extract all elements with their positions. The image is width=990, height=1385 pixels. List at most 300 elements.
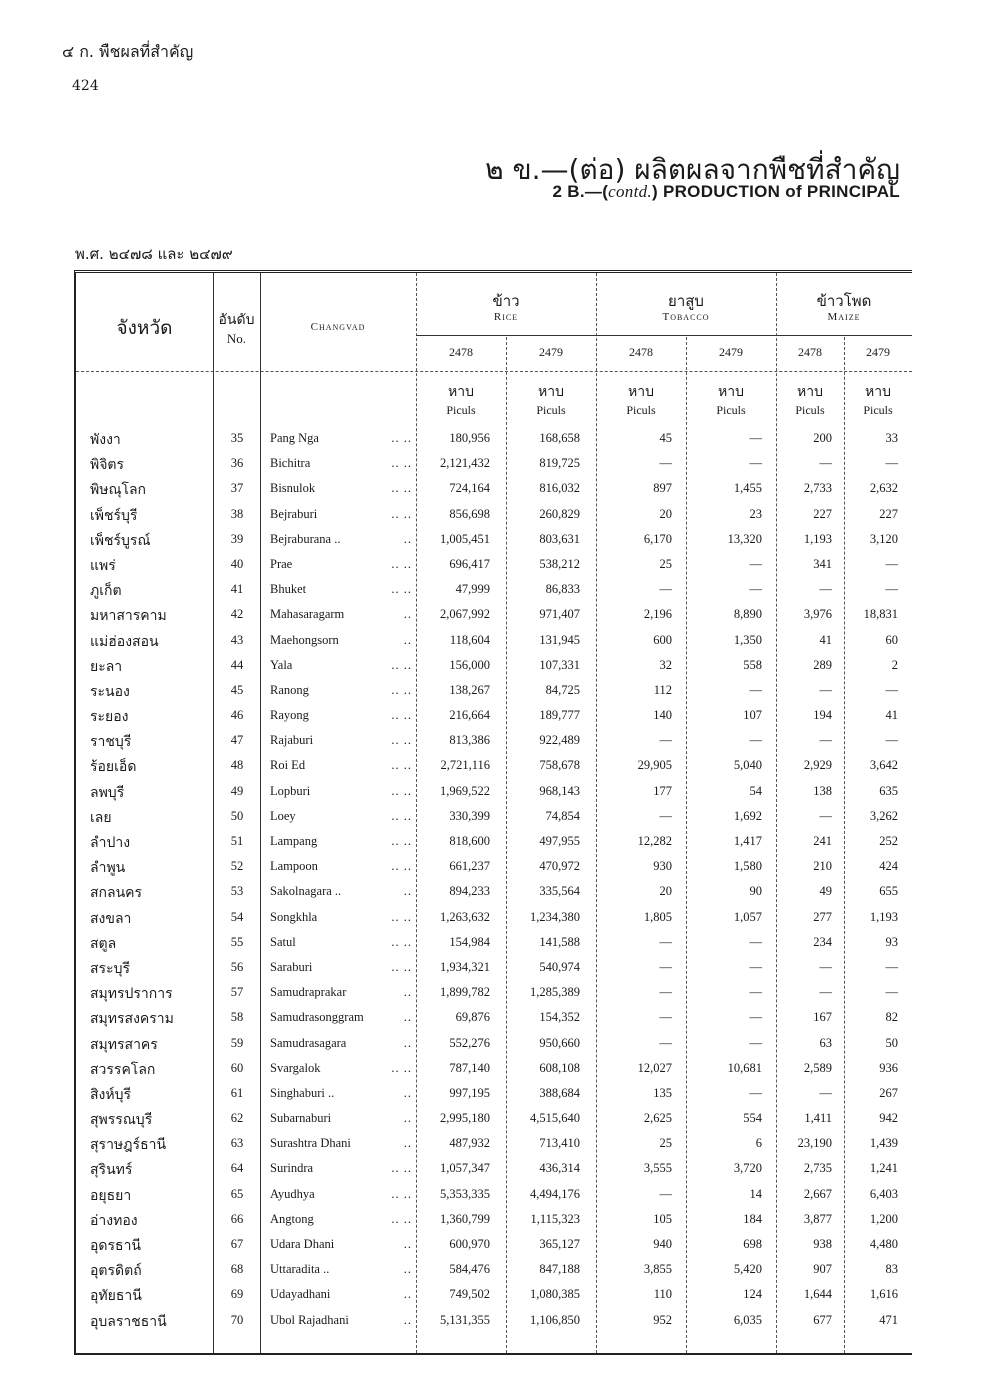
cell-rice-2478: 216,664 xyxy=(449,708,490,723)
cell-rice-2479: 950,660 xyxy=(539,1035,580,1050)
cell-rice-2479: 819,725 xyxy=(539,456,580,471)
unit-en: Piculs xyxy=(863,403,893,417)
cell-changvad: Songkhla xyxy=(270,909,318,924)
cell-maize-2479: 2 xyxy=(891,657,898,672)
cell-maize-2478: — xyxy=(819,456,832,471)
cell-province-thai: ลำพูน xyxy=(90,860,126,877)
cell-tobacco-2479: 1,350 xyxy=(733,632,762,647)
cell-rice-2478: 552,276 xyxy=(449,1035,490,1050)
cell-tobacco-2478: — xyxy=(659,733,672,748)
table-row xyxy=(76,1006,912,1031)
cell-rice-2478: 47,999 xyxy=(455,582,490,597)
cell-maize-2478: 167 xyxy=(813,1010,832,1025)
table-row xyxy=(76,906,912,931)
cell-maize-2479: 18,831 xyxy=(863,607,898,622)
cell-maize-2478: 23,190 xyxy=(797,1136,832,1151)
cell-tobacco-2478: 12,282 xyxy=(637,834,672,848)
cell-maize-2478: 2,733 xyxy=(803,481,832,496)
table-row xyxy=(76,880,912,905)
cell-number: 35 xyxy=(230,431,244,445)
table-row xyxy=(76,1157,912,1182)
cell-changvad: Uttaradita .. xyxy=(270,1262,330,1277)
unit-thai: หาบ xyxy=(628,384,654,400)
cell-changvad: Ranong xyxy=(270,682,309,697)
cell-maize-2478: 241 xyxy=(813,834,832,848)
cell-maize-2479: 2,632 xyxy=(869,481,898,496)
cell-leader-dots: .. xyxy=(403,1010,412,1025)
cell-leader-dots: .. xyxy=(403,531,412,546)
cell-maize-2478: — xyxy=(819,959,832,974)
cell-rice-2478: 2,721,116 xyxy=(440,758,490,773)
table-row xyxy=(76,830,912,855)
cell-changvad: Bhuket xyxy=(270,582,307,597)
header-year-rice-2479: 2479 xyxy=(539,345,563,359)
cell-maize-2479: 1,193 xyxy=(869,909,898,924)
table-row xyxy=(76,578,912,603)
cell-tobacco-2479: 10,681 xyxy=(727,1060,762,1075)
cell-changvad: Loey xyxy=(270,808,296,823)
cell-leader-dots: .. .. xyxy=(391,708,412,723)
cell-changvad: Yala xyxy=(270,657,293,672)
cell-province-thai: ร้อยเอ็ด xyxy=(90,759,137,776)
table-row xyxy=(76,679,912,704)
cell-number: 68 xyxy=(230,1262,244,1277)
cell-number: 59 xyxy=(230,1035,244,1050)
cell-maize-2479: — xyxy=(885,682,898,697)
cell-province-thai: สุราษฎร์ธานี xyxy=(90,1137,167,1154)
cell-province-thai: ภูเก็ต xyxy=(90,583,122,600)
table-row xyxy=(76,452,912,477)
cell-number: 46 xyxy=(230,708,244,723)
unit-thai: หาบ xyxy=(538,384,564,400)
cell-leader-dots: .. .. xyxy=(391,808,412,823)
header-year-rice-2478: 2478 xyxy=(449,345,473,359)
cell-tobacco-2478: — xyxy=(659,1186,672,1201)
cell-tobacco-2479: 184 xyxy=(743,1211,762,1226)
cell-tobacco-2479: 1,580 xyxy=(733,859,762,874)
cell-number: 41 xyxy=(230,582,244,597)
cell-maize-2479: 4,480 xyxy=(869,1237,898,1251)
cell-rice-2479: 1,234,380 xyxy=(530,909,580,924)
cell-maize-2479: 1,616 xyxy=(869,1287,898,1302)
unit-thai: หาบ xyxy=(797,384,823,400)
cell-changvad: Pang Nga xyxy=(270,431,319,445)
cell-province-thai: สมุทรปราการ xyxy=(90,986,173,1003)
cell-rice-2479: 922,489 xyxy=(539,733,580,748)
table-row xyxy=(76,1107,912,1132)
cell-rice-2478: 661,237 xyxy=(449,859,490,874)
cell-maize-2478: 277 xyxy=(813,909,832,924)
cell-tobacco-2478: 29,905 xyxy=(637,758,672,773)
cell-rice-2478: 2,121,432 xyxy=(440,456,490,471)
cell-maize-2479: 3,642 xyxy=(869,758,898,773)
cell-changvad: Singhaburi .. xyxy=(270,1085,335,1100)
cell-rice-2478: 600,970 xyxy=(449,1237,490,1251)
cell-province-thai: เพ็ชร์บูรณ์ xyxy=(90,532,151,549)
cell-number: 50 xyxy=(230,808,244,823)
cell-leader-dots: .. .. xyxy=(391,859,412,874)
cell-number: 44 xyxy=(230,657,244,672)
cell-rice-2479: 1,115,323 xyxy=(530,1211,580,1226)
cell-rice-2478: 749,502 xyxy=(449,1287,490,1302)
unit-en: Piculs xyxy=(716,403,746,417)
cell-leader-dots: .. .. xyxy=(391,783,412,798)
cell-maize-2478: 1,644 xyxy=(803,1287,832,1302)
cell-leader-dots: .. .. xyxy=(391,834,412,848)
cell-number: 56 xyxy=(230,959,244,974)
cell-tobacco-2479: — xyxy=(749,1010,762,1025)
cell-number: 37 xyxy=(230,481,244,496)
cell-maize-2478: 2,735 xyxy=(803,1161,832,1176)
header-province-thai: จังหวัด xyxy=(116,317,173,339)
table-row xyxy=(76,1309,912,1334)
cell-number: 53 xyxy=(230,884,244,899)
cell-rice-2478: 2,067,992 xyxy=(440,607,490,622)
table-row xyxy=(76,477,912,502)
cell-rice-2479: 713,410 xyxy=(539,1136,580,1151)
cell-leader-dots: .. .. xyxy=(391,959,412,974)
unit-en: Piculs xyxy=(536,403,566,417)
cell-maize-2478: 2,589 xyxy=(803,1060,832,1075)
cell-leader-dots: .. .. xyxy=(391,556,412,571)
cell-maize-2479: 1,200 xyxy=(869,1211,898,1226)
cell-rice-2479: 1,285,389 xyxy=(530,985,580,1000)
cell-leader-dots: .. .. xyxy=(391,909,412,924)
cell-rice-2478: 1,899,782 xyxy=(440,985,490,1000)
cell-tobacco-2479: 1,057 xyxy=(733,909,762,924)
cell-number: 66 xyxy=(230,1211,244,1226)
years-caption: พ.ศ. ๒๔๗๘ และ ๒๔๗๙ xyxy=(75,245,233,263)
cell-maize-2479: 655 xyxy=(879,884,898,899)
cell-rice-2479: 74,854 xyxy=(545,808,580,823)
cell-leader-dots: .. .. xyxy=(391,456,412,471)
cell-leader-dots: .. xyxy=(403,1312,412,1327)
table-row xyxy=(76,1283,912,1308)
cell-leader-dots: .. xyxy=(403,1111,412,1126)
cell-rice-2479: 141,588 xyxy=(539,934,580,949)
cell-maize-2479: 60 xyxy=(885,632,898,647)
cell-rice-2479: 84,725 xyxy=(545,682,580,697)
cell-province-thai: เลย xyxy=(90,809,112,826)
cell-rice-2478: 584,476 xyxy=(449,1262,490,1277)
cell-rice-2479: 86,833 xyxy=(545,582,580,597)
cell-number: 60 xyxy=(230,1060,244,1075)
cell-tobacco-2479: 698 xyxy=(743,1237,762,1251)
title-en-prefix: 2 B.—( xyxy=(552,182,609,201)
production-table xyxy=(74,270,912,1355)
cell-rice-2478: 856,698 xyxy=(449,506,490,521)
cell-rice-2478: 2,995,180 xyxy=(440,1111,490,1126)
table-row xyxy=(76,805,912,830)
cell-rice-2478: 180,956 xyxy=(449,431,490,445)
cell-changvad: Bejraburana .. xyxy=(270,531,341,546)
cell-maize-2478: — xyxy=(819,582,832,597)
cell-number: 52 xyxy=(230,859,244,874)
cell-number: 38 xyxy=(230,506,244,521)
cell-rice-2478: 138,267 xyxy=(449,682,490,697)
cell-maize-2478: 1,411 xyxy=(804,1111,832,1126)
cell-leader-dots: .. .. xyxy=(391,1161,412,1176)
cell-maize-2478: 2,667 xyxy=(803,1186,832,1201)
cell-number: 70 xyxy=(230,1312,244,1327)
page-number: 424 xyxy=(72,78,99,94)
cell-maize-2478: 194 xyxy=(813,708,832,723)
cell-province-thai: มหาสารคาม xyxy=(90,608,167,625)
cell-maize-2478: 907 xyxy=(813,1262,832,1277)
cell-maize-2479: — xyxy=(885,456,898,471)
cell-maize-2479: 424 xyxy=(879,859,898,874)
cell-leader-dots: .. .. xyxy=(391,682,412,697)
cell-province-thai: อุตรดิตถ์ xyxy=(90,1263,142,1280)
cell-number: 36 xyxy=(230,456,244,471)
unit-thai: หาบ xyxy=(865,384,891,400)
cell-tobacco-2478: 1,805 xyxy=(643,909,672,924)
cell-tobacco-2479: — xyxy=(749,985,762,1000)
cell-rice-2479: 497,955 xyxy=(539,834,580,848)
cell-tobacco-2478: 140 xyxy=(653,708,672,723)
cell-tobacco-2478: — xyxy=(659,456,672,471)
header-year-tobacco-2478: 2478 xyxy=(629,345,653,359)
cell-changvad: Maehongsorn xyxy=(270,632,339,647)
cell-province-thai: สวรรคโลก xyxy=(90,1061,156,1078)
cell-maize-2478: 938 xyxy=(813,1237,832,1251)
cell-leader-dots: .. .. xyxy=(391,934,412,949)
title-en-contd: contd. xyxy=(608,182,652,201)
cell-rice-2479: 803,631 xyxy=(539,531,580,546)
cell-number: 54 xyxy=(230,909,244,924)
cell-changvad: Samudrasagara xyxy=(270,1035,347,1050)
header-maize-en: Maize xyxy=(827,311,861,323)
cell-rice-2478: 5,353,335 xyxy=(440,1186,490,1201)
cell-number: 57 xyxy=(230,985,244,1000)
page-title-english xyxy=(553,182,900,202)
cell-tobacco-2479: 1,417 xyxy=(733,834,762,848)
cell-tobacco-2479: 8,890 xyxy=(733,607,762,622)
cell-rice-2478: 330,399 xyxy=(449,808,490,823)
cell-tobacco-2478: 105 xyxy=(653,1211,672,1226)
cell-rice-2478: 787,140 xyxy=(449,1060,490,1075)
cell-maize-2478: 63 xyxy=(819,1035,832,1050)
cell-number: 47 xyxy=(230,733,244,748)
cell-rice-2479: 436,314 xyxy=(539,1161,580,1176)
cell-maize-2479: — xyxy=(885,959,898,974)
cell-rice-2479: 847,188 xyxy=(539,1262,580,1277)
cell-maize-2479: 942 xyxy=(879,1111,898,1126)
table-row xyxy=(76,1258,912,1283)
cell-maize-2478: 200 xyxy=(813,431,832,445)
cell-province-thai: สุพรรณบุรี xyxy=(90,1112,153,1129)
table-row xyxy=(76,1233,912,1258)
cell-maize-2478: 289 xyxy=(813,657,832,672)
cell-province-thai: สมุทรสงคราม xyxy=(90,1011,174,1028)
table-row xyxy=(76,855,912,880)
cell-tobacco-2479: — xyxy=(749,431,762,445)
cell-maize-2479: 3,120 xyxy=(869,531,898,546)
cell-leader-dots: .. .. xyxy=(391,758,412,773)
cell-changvad: Udayadhani xyxy=(270,1287,331,1302)
cell-maize-2478: 2,929 xyxy=(803,758,832,773)
cell-number: 51 xyxy=(230,834,244,848)
cell-number: 63 xyxy=(230,1136,244,1151)
cell-maize-2479: 471 xyxy=(879,1312,898,1327)
cell-province-thai: สตูล xyxy=(90,935,117,952)
cell-leader-dots: .. .. xyxy=(391,657,412,672)
table-row xyxy=(76,729,912,754)
cell-tobacco-2478: — xyxy=(659,934,672,949)
cell-province-thai: พังงา xyxy=(90,432,121,448)
cell-maize-2479: 3,262 xyxy=(869,808,898,823)
page-title-thai: ๒ ข.—(ต่อ) ผลิตผลจากพืชที่สำคัญ xyxy=(485,153,900,186)
cell-tobacco-2479: 23 xyxy=(749,506,762,521)
cell-province-thai: อ่างทอง xyxy=(90,1212,138,1229)
cell-tobacco-2478: 2,196 xyxy=(643,607,672,622)
cell-maize-2479: 6,403 xyxy=(869,1186,898,1201)
cell-leader-dots: .. xyxy=(403,1136,412,1151)
cell-leader-dots: .. xyxy=(403,1085,412,1100)
cell-maize-2479: 227 xyxy=(879,506,898,521)
table-row xyxy=(76,603,912,628)
cell-tobacco-2479: 558 xyxy=(743,657,762,672)
cell-leader-dots: .. .. xyxy=(391,1060,412,1075)
cell-changvad: Mahasaragarm xyxy=(270,607,345,622)
cell-changvad: Samudrasonggram xyxy=(270,1010,364,1025)
cell-tobacco-2479: 3,720 xyxy=(733,1161,762,1176)
cell-rice-2479: 816,032 xyxy=(539,481,580,496)
cell-maize-2479: 83 xyxy=(885,1262,898,1277)
cell-province-thai: ยะลา xyxy=(90,658,123,675)
cell-maize-2478: 41 xyxy=(819,632,832,647)
cell-maize-2478: 227 xyxy=(813,506,832,521)
cell-maize-2479: 936 xyxy=(879,1060,898,1075)
cell-number: 42 xyxy=(230,607,244,622)
cell-number: 49 xyxy=(230,783,244,798)
header-rice-thai: ข้าว xyxy=(492,292,520,310)
cell-leader-dots: .. .. xyxy=(391,1211,412,1226)
cell-leader-dots: .. xyxy=(403,1237,412,1251)
cell-number: 55 xyxy=(230,934,244,949)
cell-leader-dots: .. xyxy=(403,607,412,622)
cell-tobacco-2478: 3,555 xyxy=(643,1161,672,1176)
header-rice-en: Rice xyxy=(493,311,519,323)
cell-changvad: Svargalok xyxy=(270,1060,321,1075)
header-tobacco-en: Tobacco xyxy=(662,311,710,323)
cell-leader-dots: .. xyxy=(403,1035,412,1050)
cell-tobacco-2478: 177 xyxy=(653,783,672,798)
header-rule xyxy=(76,371,912,372)
table-row xyxy=(76,981,912,1006)
cell-tobacco-2478: — xyxy=(659,1035,672,1050)
cell-rice-2478: 1,969,522 xyxy=(440,783,490,798)
cell-rice-2478: 1,934,321 xyxy=(440,959,490,974)
cell-changvad: Rayong xyxy=(270,708,309,723)
cell-province-thai: ราชบุรี xyxy=(90,734,132,751)
cell-tobacco-2479: 5,040 xyxy=(733,758,762,773)
cell-rice-2478: 487,932 xyxy=(449,1136,490,1151)
cell-tobacco-2479: — xyxy=(749,733,762,748)
cell-number: 62 xyxy=(230,1111,244,1126)
cell-rice-2478: 997,195 xyxy=(449,1085,490,1100)
unit-thai: หาบ xyxy=(448,384,474,400)
cell-province-thai: อุบลราชธานี xyxy=(90,1313,167,1330)
cell-number: 45 xyxy=(230,682,244,697)
cell-changvad: Lampang xyxy=(270,834,318,848)
cell-rice-2479: 538,212 xyxy=(539,556,580,571)
cell-leader-dots: .. .. xyxy=(391,481,412,496)
cell-rice-2478: 696,417 xyxy=(449,556,490,571)
cell-tobacco-2479: 1,455 xyxy=(733,481,762,496)
cell-maize-2478: 1,193 xyxy=(803,531,832,546)
cell-maize-2479: 50 xyxy=(885,1035,898,1050)
cell-number: 64 xyxy=(230,1161,244,1176)
cell-maize-2479: 1,439 xyxy=(869,1136,898,1151)
cell-province-thai: ลำปาง xyxy=(90,835,131,851)
cell-tobacco-2478: 930 xyxy=(653,859,672,874)
cell-changvad: Saraburi xyxy=(270,959,313,974)
title-en-suffix: ) PRODUCTION of PRINCIPAL xyxy=(651,182,900,201)
table-row xyxy=(76,704,912,729)
cell-maize-2478: — xyxy=(819,682,832,697)
cell-rice-2479: 260,829 xyxy=(539,506,580,521)
cell-number: 43 xyxy=(230,632,244,647)
cell-rice-2478: 118,604 xyxy=(449,632,490,647)
cell-province-thai: สิงห์บุรี xyxy=(90,1086,132,1103)
cell-maize-2478: 234 xyxy=(813,934,832,949)
header-no-en: No. xyxy=(226,331,247,346)
cell-rice-2479: 4,494,176 xyxy=(530,1186,580,1201)
cell-leader-dots: .. .. xyxy=(391,1186,412,1201)
cell-maize-2479: — xyxy=(885,582,898,597)
cell-tobacco-2478: — xyxy=(659,808,672,823)
cell-rice-2479: 154,352 xyxy=(539,1010,580,1025)
cell-tobacco-2478: — xyxy=(659,582,672,597)
cell-maize-2478: 3,976 xyxy=(803,607,832,622)
cell-province-thai: สระบุรี xyxy=(90,960,130,977)
cell-tobacco-2479: — xyxy=(749,682,762,697)
cell-tobacco-2478: 3,855 xyxy=(643,1262,672,1277)
cell-leader-dots: .. .. xyxy=(391,582,412,597)
header-year-tobacco-2479: 2479 xyxy=(719,345,743,359)
cell-changvad: Bejraburi xyxy=(270,506,318,521)
cell-rice-2479: 971,407 xyxy=(539,607,580,622)
cell-tobacco-2479: 124 xyxy=(743,1287,762,1302)
table-row xyxy=(76,1082,912,1107)
table-row xyxy=(76,1132,912,1157)
cell-province-thai: สมุทรสาคร xyxy=(90,1036,158,1053)
cell-tobacco-2479: — xyxy=(749,556,762,571)
cell-tobacco-2479: — xyxy=(749,1085,762,1100)
cell-maize-2478: 677 xyxy=(813,1312,832,1327)
table-body xyxy=(76,427,912,1334)
table-row xyxy=(76,629,912,654)
cell-tobacco-2478: 952 xyxy=(653,1312,672,1327)
cell-leader-dots: .. xyxy=(403,884,412,899)
cell-maize-2478: — xyxy=(819,985,832,1000)
cell-tobacco-2479: 13,320 xyxy=(727,531,762,546)
cell-rice-2478: 154,984 xyxy=(449,934,490,949)
cell-tobacco-2479: 1,692 xyxy=(733,808,762,823)
cell-changvad: Lampoon xyxy=(270,859,318,874)
cell-rice-2478: 813,386 xyxy=(449,733,490,748)
cell-tobacco-2478: 20 xyxy=(659,884,672,899)
cell-maize-2479: 1,241 xyxy=(869,1161,898,1176)
cell-tobacco-2479: 107 xyxy=(743,708,762,723)
cell-tobacco-2479: — xyxy=(749,934,762,949)
cell-number: 40 xyxy=(230,556,244,571)
cell-maize-2478: 210 xyxy=(813,859,832,874)
cell-number: 48 xyxy=(230,758,244,773)
cell-province-thai: ลพบุรี xyxy=(90,784,125,801)
cell-maize-2478: 3,877 xyxy=(803,1211,832,1226)
